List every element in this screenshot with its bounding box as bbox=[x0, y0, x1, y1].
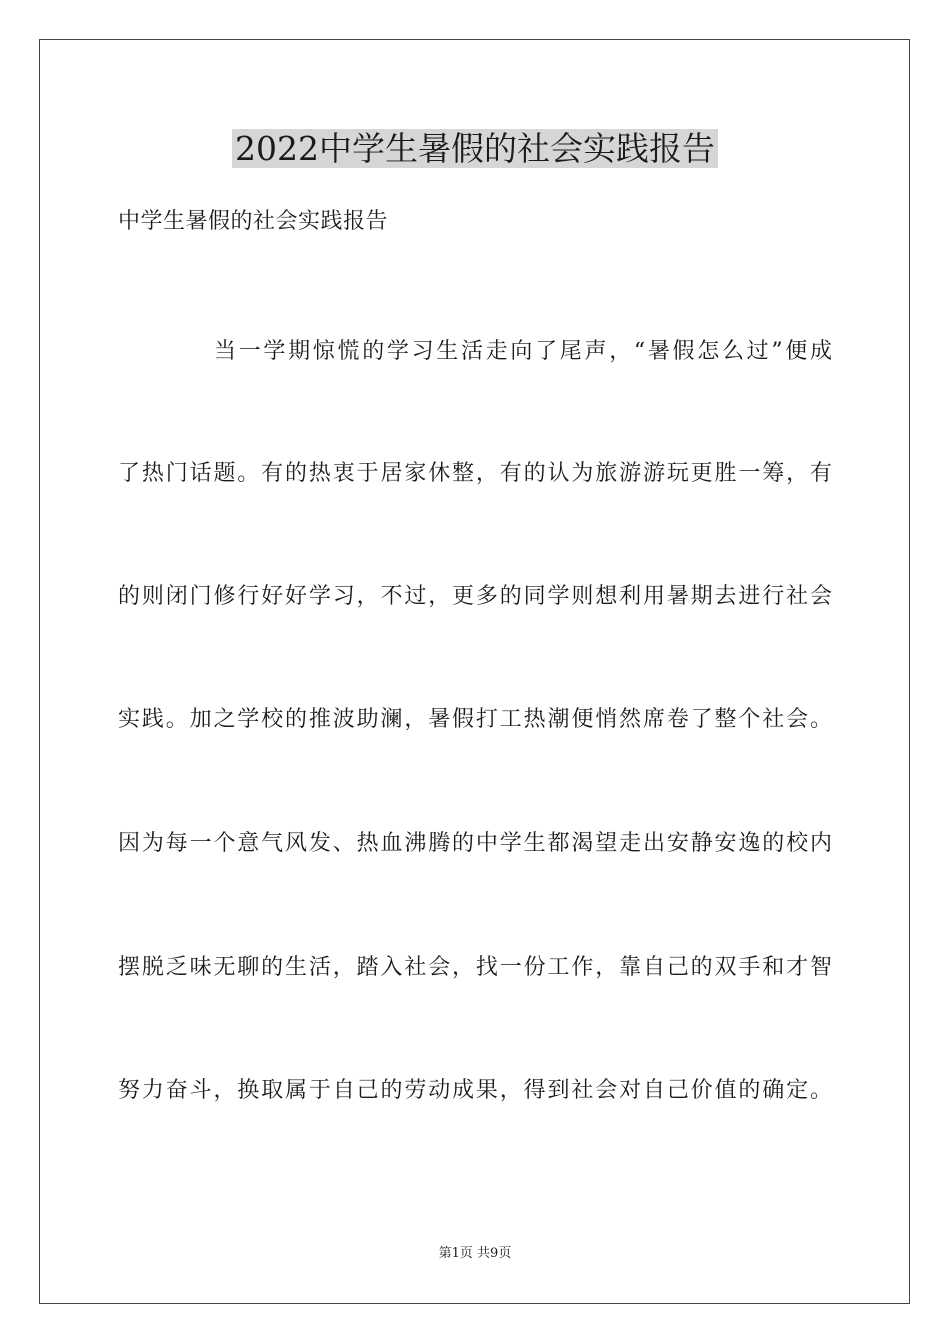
page-number-footer: 第1页 共9页 bbox=[438, 1246, 512, 1261]
paragraph-line: 因为每一个意气风发、热血沸腾的中学生都渴望走出安静安逸的校内 bbox=[118, 831, 832, 856]
paragraph-line: 当一学期惊慌的学习生活走向了尾声，“暑假怎么过”便成 bbox=[214, 339, 832, 364]
paragraph-line: 实践。加之学校的推波助澜，暑假打工热潮便悄然席卷了整个社会。 bbox=[118, 707, 832, 732]
document-title-text: 2022中学生暑假的社会实践报告 bbox=[232, 129, 718, 168]
document-title bbox=[0, 127, 950, 171]
paragraph-line: 的则闭门修行好好学习，不过，更多的同学则想利用暑期去进行社会 bbox=[118, 584, 832, 609]
paragraph-line: 摆脱乏味无聊的生活，踏入社会，找一份工作，靠自己的双手和才智 bbox=[118, 955, 832, 980]
paragraph-line: 努力奋斗，换取属于自己的劳动成果，得到社会对自己价值的确定。 bbox=[118, 1078, 832, 1103]
document-subtitle: 中学生暑假的社会实践报告 bbox=[118, 209, 389, 234]
paragraph-line: 了热门话题。有的热衷于居家休整，有的认为旅游游玩更胜一筹，有 bbox=[118, 461, 832, 486]
